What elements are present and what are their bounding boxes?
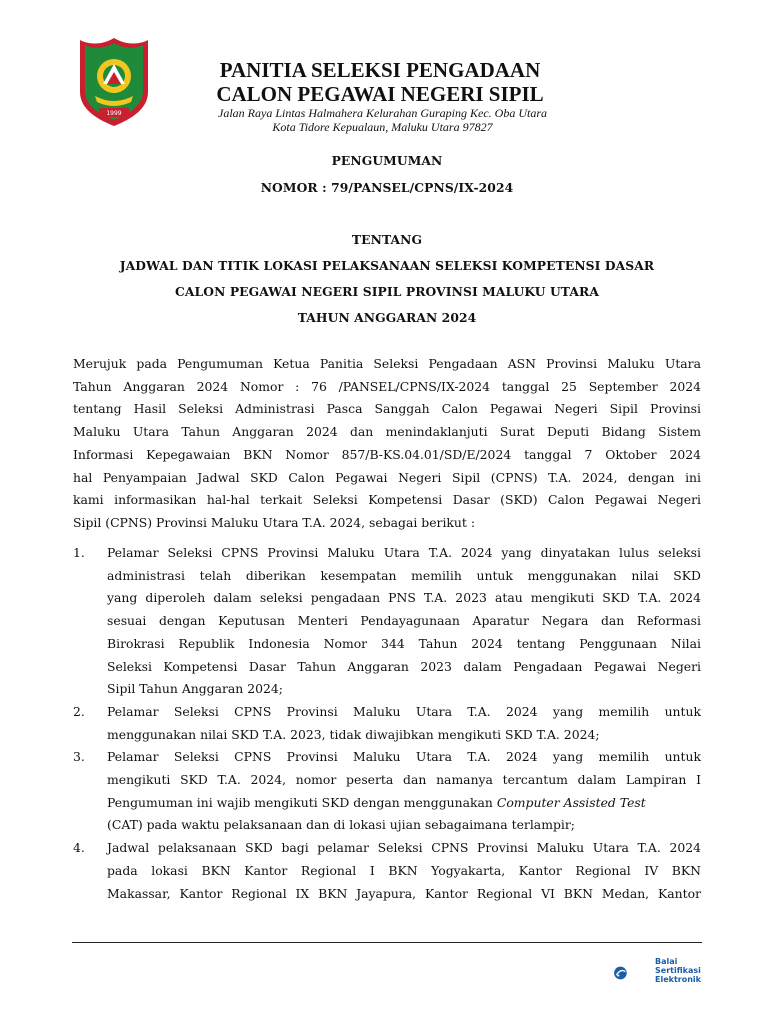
announcement-subject-line1: JADWAL DAN TITIK LOKASI PELAKSANAAN SELEKSI KOMPETENSI DASAR: [119, 258, 655, 273]
list-item-number: 4.: [73, 840, 85, 856]
intro-line: hal Penyampaian Jadwal SKD Calon Pegawai Negeri Sipil (CPNS) T.A. 2024, dengan ini: [73, 469, 701, 485]
list-item-line: mengikuti SKD T.A. 2024, nomor peserta dan namanya tercantum dalam Lampiran I: [107, 772, 701, 788]
list-item-line: Birokrasi Republik Indonesia Nomor 344 Tahun 2024 tentang Penggunaan Nilai: [107, 635, 701, 651]
list-item-line: Pelamar Seleksi CPNS Provinsi Maluku Utara T.A. 2024 yang memilih untuk: [107, 703, 701, 719]
announcement-heading: PENGUMUMAN: [331, 153, 443, 168]
list-item-line: Jadwal pelaksanaan SKD bagi pelamar Seleksi CPNS Provinsi Maluku Utara T.A. 2024: [107, 840, 701, 856]
list-item-line: administrasi telah diberikan kesempatan memilih untuk menggunakan nilai SKD: [107, 567, 701, 583]
list-item-number: 2.: [73, 703, 85, 719]
numbered-list: [73, 542, 701, 905]
intro-line: Merujuk pada Pengumuman Ketua Panitia Seleksi Pengadaan ASN Provinsi Maluku Utara: [73, 356, 701, 371]
list-item-line: sesuai dengan Keputusan Menteri Pendayagunaan Aparatur Negara dan Reformasi: [107, 613, 701, 629]
header-address-line2: Kota Tidore Kepualaun, Maluku Utara 97827: [272, 120, 493, 134]
list-item-text: Pengumuman ini wajib mengikuti SKD dengan menggunakan: [107, 794, 493, 810]
list-item-line: Sipil Tahun Anggaran 2024;: [107, 681, 283, 697]
list-item-line: Seleksi Kompetensi Dasar Tahun Anggaran 2023 dalam Pengadaan Pegawai Negeri: [107, 658, 701, 674]
list-item-line: (CAT) pada waktu pelaksanaan dan di lokasi ujian sebagaimana terlampir;: [107, 817, 575, 833]
list-item: [73, 542, 701, 701]
intro-paragraph: [73, 353, 701, 535]
intro-line: Maluku Utara Tahun Anggaran 2024 dan menindaklanjuti Surat Deputi Bidang Sistem: [73, 424, 701, 440]
header-title-line2: CALON PEGAWAI NEGERI SIPIL: [216, 82, 544, 106]
list-item-line: Makassar, Kantor Regional IX BKN Jayapura, Kantor Regional VI BKN Medan, Kantor: [107, 885, 701, 901]
bsre-line3: Elektronik: [655, 975, 701, 984]
list-item-line: menggunakan nilai SKD T.A. 2023, tidak diwajibkan mengikuti SKD T.A. 2024;: [107, 726, 600, 742]
list-item-line: pada lokasi BKN Kantor Regional I BKN Yogyakarta, Kantor Regional IV BKN: [107, 862, 701, 878]
intro-line: Informasi Kepegawaian BKN Nomor 857/B-KS.04.01/SD/E/2024 tanggal 7 Oktober 2024: [73, 446, 701, 462]
header-address-line1: Jalan Raya Lintas Halmahera Kelurahan Guraping Kec. Oba Utara: [218, 106, 547, 120]
bsre-logo-icon: [612, 955, 652, 991]
announcement-subject-line3: TAHUN ANGGARAN 2024: [297, 310, 477, 325]
header-title-line1: PANITIA SELEKSI PENGADAAN: [219, 58, 541, 82]
provincial-crest-logo: [77, 36, 151, 128]
announcement-about: TENTANG: [351, 232, 423, 247]
intro-line: tentang Hasil Seleksi Administrasi Pasca Sanggah Calon Pegawai Negeri Sipil Provinsi: [73, 401, 701, 417]
intro-line: kami informasikan hal-hal terkait Seleksi Kompetensi Dasar (SKD) Calon Pegawai Negeri: [73, 492, 701, 508]
bsre-line2: Sertifikasi: [655, 966, 701, 975]
bsre-label: [655, 957, 701, 984]
italic-term: Computer Assisted Test: [496, 794, 646, 810]
list-item: [73, 837, 701, 905]
list-item-line: [107, 792, 701, 815]
list-item: [73, 701, 701, 746]
list-item-line: Pelamar Seleksi CPNS Provinsi Maluku Utara T.A. 2024 yang memilih untuk: [107, 749, 701, 765]
list-item-line: yang diperoleh dalam seleksi pengadaan PNS T.A. 2023 atau mengikuti SKD T.A. 2024: [107, 590, 701, 606]
intro-line: Tahun Anggaran 2024 Nomor : 76 /PANSEL/CPNS/IX-2024 tanggal 25 September 2024: [73, 378, 701, 394]
intro-line: Sipil (CPNS) Provinsi Maluku Utara T.A. 2024, sebagai berikut :: [73, 514, 476, 530]
logo-year: 1999: [106, 110, 122, 117]
announcement-number: NOMOR : 79/PANSEL/CPNS/IX-2024: [260, 180, 514, 195]
footer-divider: [72, 942, 702, 943]
list-item-number: 1.: [73, 545, 85, 560]
announcement-subject-line2: CALON PEGAWAI NEGERI SIPIL PROVINSI MALUKU UTARA: [175, 284, 599, 299]
list-item: [73, 746, 701, 837]
bsre-line1: Balai: [655, 957, 678, 966]
list-item-number: 3.: [73, 749, 85, 765]
list-item-line: Pelamar Seleksi CPNS Provinsi Maluku Utara T.A. 2024 yang dinyatakan lulus seleksi: [107, 545, 701, 560]
